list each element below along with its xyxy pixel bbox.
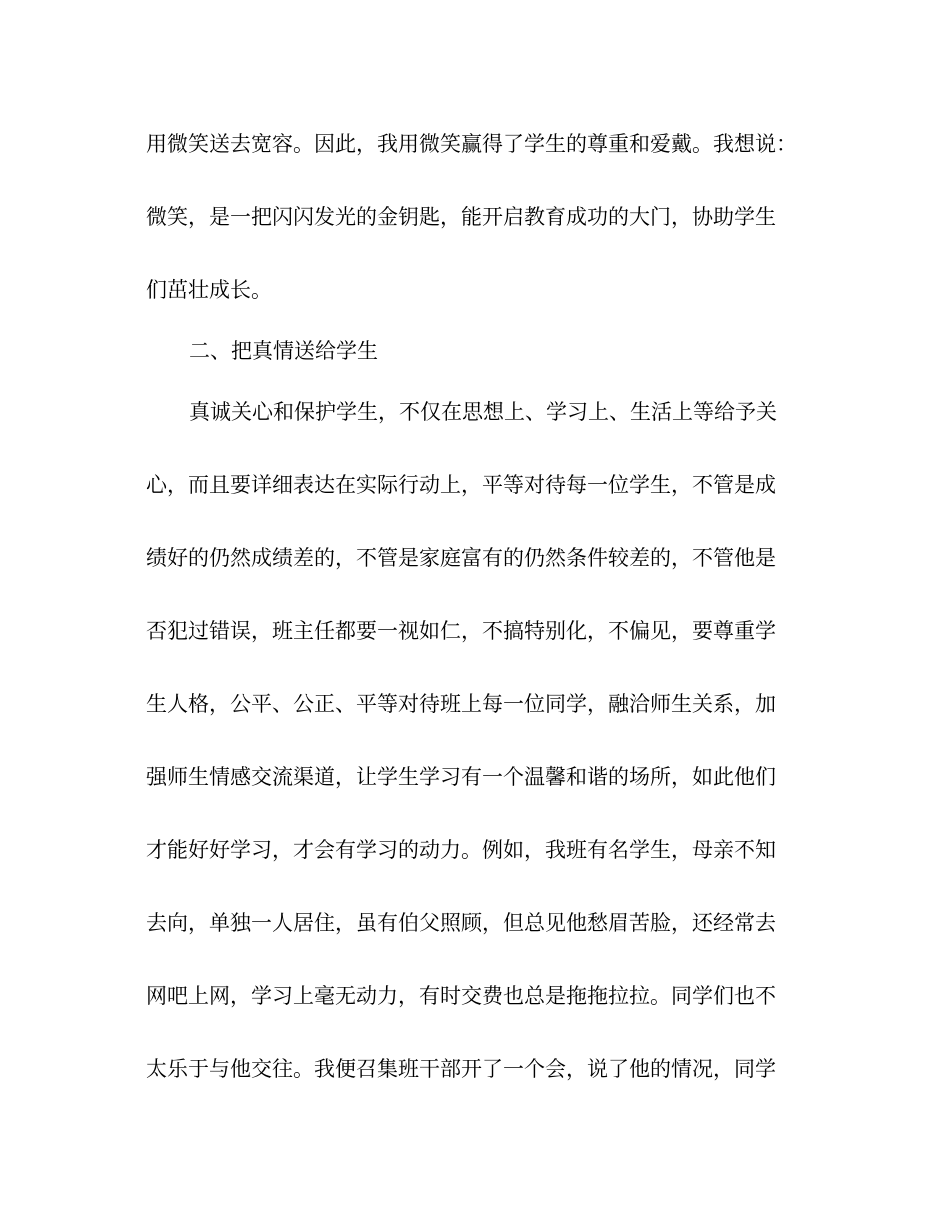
text-line: 用微笑送去宽容。因此，我用微笑赢得了学生的尊重和爱戴。我想说： xyxy=(146,132,797,156)
text-line: 太乐于与他交往。我便召集班干部开了一个会，说了他的情况，同学 xyxy=(146,1057,776,1081)
text-line: 心，而且要详细表达在实际行动上，平等对待每一位学生，不管是成 xyxy=(146,473,776,497)
text-line: 去向，单独一人居住，虽有伯父照顾，但总见他愁眉苦脸，还经常去 xyxy=(146,911,776,935)
text-line: 微笑，是一把闪闪发光的金钥匙，能开启教育成功的大门，协助学生 xyxy=(146,205,776,229)
text-line: 生人格，公平、公正、平等对待班上每一位同学，融洽师生关系，加 xyxy=(146,692,776,716)
text-line: 绩好的仍然成绩差的，不管是家庭富有的仍然条件较差的，不管他是 xyxy=(146,546,776,570)
text-line: 网吧上网，学习上毫无动力，有时交费也总是拖拖拉拉。同学们也不 xyxy=(146,984,776,1008)
section-heading: 二、把真情送给学生 xyxy=(189,339,378,363)
text-line: 强师生情感交流渠道，让学生学习有一个温馨和谐的场所，如此他们 xyxy=(146,765,776,789)
text-line: 们茁壮成长。 xyxy=(146,278,272,302)
text-line: 才能好好学习，才会有学习的动力。例如，我班有名学生，母亲不知 xyxy=(146,838,776,862)
text-line: 否犯过错误，班主任都要一视如仁，不搞特别化，不偏见，要尊重学 xyxy=(146,619,776,643)
text-line: 真诚关心和保护学生，不仅在思想上、学习上、生活上等给予关 xyxy=(189,400,777,424)
